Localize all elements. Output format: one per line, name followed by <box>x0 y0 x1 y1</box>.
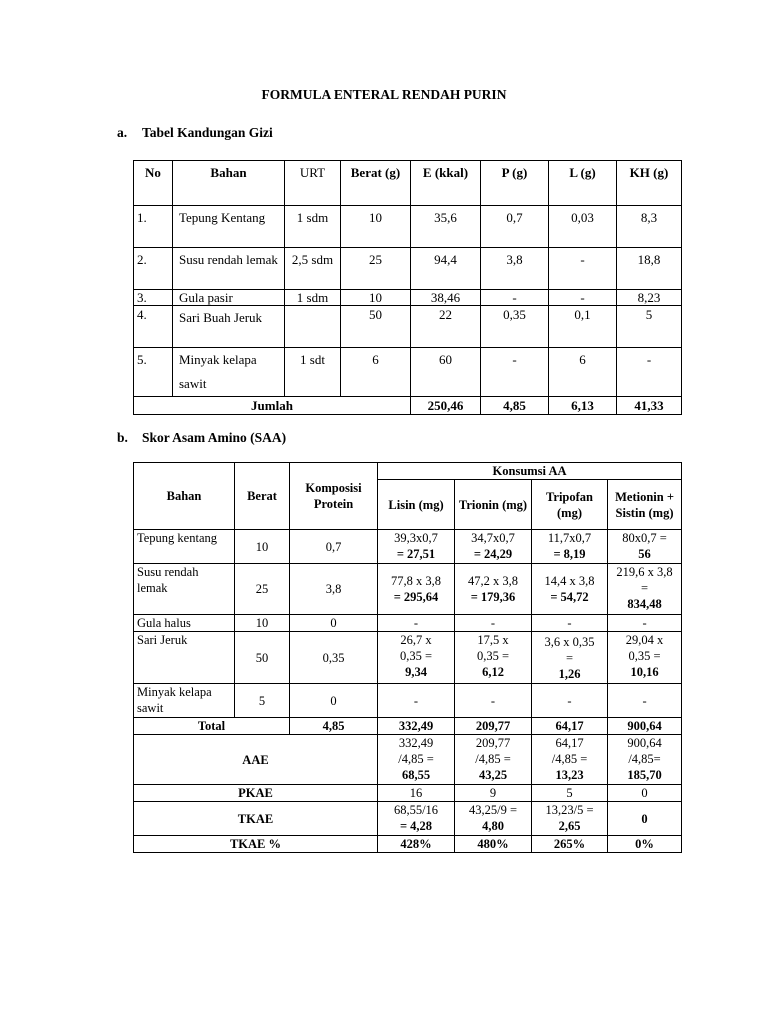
total-cell: 4,85 <box>290 718 378 735</box>
table-row <box>134 206 682 248</box>
section-b-number: b. <box>117 430 128 445</box>
total-cell: 6,13 <box>549 397 617 415</box>
calc-expression: 39,3x0,7 <box>394 531 438 545</box>
cell: Minyak kelapa sawit <box>173 348 285 397</box>
total-row <box>134 718 682 735</box>
cell: - <box>455 684 532 718</box>
calc-result: = 54,72 <box>550 590 589 604</box>
total-cell: 209,77 <box>455 718 532 735</box>
calc-cell <box>532 735 608 785</box>
cell: Minyak kelapa sawit <box>134 684 235 718</box>
calc-result: 9,34 <box>405 665 427 679</box>
calc-result: 834,48 <box>627 597 662 611</box>
calc-cell <box>378 530 455 564</box>
pkae-row <box>134 785 682 802</box>
aae-label: AAE <box>134 735 378 785</box>
aae-row <box>134 735 682 785</box>
calc-cell <box>455 735 532 785</box>
calc-cell <box>608 735 682 785</box>
cell: 0 <box>290 684 378 718</box>
cell: Sari Buah Jeruk <box>173 306 285 348</box>
cell: 0,35 <box>481 306 549 348</box>
cell: Sari Jeruk <box>134 632 235 684</box>
cell: 1 sdm <box>285 290 341 306</box>
cell: - <box>549 290 617 306</box>
section-a-heading <box>117 125 273 141</box>
calc-expression: 64,17 /4,85 = <box>551 736 588 766</box>
cell: 60 <box>411 348 481 397</box>
section-a-number: a. <box>117 125 128 140</box>
calc-result: 68,55 <box>401 768 431 782</box>
calc-result: = 179,36 <box>470 590 516 604</box>
calc-cell <box>455 564 532 615</box>
cell: 1. <box>134 206 173 248</box>
header-cell: Trionin (mg) <box>455 480 532 530</box>
nutrition-header-row <box>134 161 682 206</box>
calc-result: 0 <box>608 802 682 836</box>
tkae-row <box>134 802 682 836</box>
calc-cell <box>532 632 608 684</box>
calc-result: 13,23 <box>555 768 584 782</box>
cell: 2. <box>134 248 173 290</box>
calc-result: 6,12 <box>482 665 504 679</box>
header-cell: URT <box>285 161 341 206</box>
header-cell: Metionin + Sistin (mg) <box>608 480 682 530</box>
calc-cell <box>378 632 455 684</box>
header-cell: E (kkal) <box>411 161 481 206</box>
nutrition-table <box>133 160 682 415</box>
cell: - <box>617 348 682 397</box>
group-header-cell: Konsumsi AA <box>378 463 682 480</box>
cell: 50 <box>341 306 411 348</box>
total-cell: 332,49 <box>378 718 455 735</box>
total-cell: 900,64 <box>608 718 682 735</box>
cell: 265% <box>532 836 608 853</box>
header-cell: Bahan <box>173 161 285 206</box>
cell: 0 <box>290 615 378 632</box>
header-cell: KH (g) <box>617 161 682 206</box>
calc-cell <box>608 530 682 564</box>
cell: 10 <box>341 206 411 248</box>
cell: 6 <box>549 348 617 397</box>
cell: - <box>608 615 682 632</box>
tkae-percent-label: TKAE % <box>134 836 378 853</box>
cell: - <box>481 348 549 397</box>
total-cell: 64,17 <box>532 718 608 735</box>
header-cell: No <box>134 161 173 206</box>
cell: 3,8 <box>481 248 549 290</box>
cell: 480% <box>455 836 532 853</box>
calc-expression: 11,7x0,7 <box>547 531 592 545</box>
table-row <box>134 684 682 718</box>
cell: Gula halus <box>134 615 235 632</box>
cell: 0,7 <box>290 530 378 564</box>
cell: 1 sdm <box>285 206 341 248</box>
calc-cell <box>455 530 532 564</box>
cell: - <box>549 248 617 290</box>
cell: 10 <box>235 530 290 564</box>
cell: - <box>481 290 549 306</box>
table-row <box>134 290 682 306</box>
calc-result: = 27,51 <box>396 547 436 561</box>
section-a-label: Tabel Kandungan Gizi <box>142 125 273 140</box>
calc-expression: 17,5 x 0,35 = <box>476 633 510 663</box>
cell: 3. <box>134 290 173 306</box>
cell: 428% <box>378 836 455 853</box>
calc-expression: 68,55/16 <box>393 803 439 817</box>
cell: 8,23 <box>617 290 682 306</box>
cell: Susu rendah lemak <box>173 248 285 290</box>
calc-result: 4,80 <box>482 819 504 833</box>
cell: - <box>532 684 608 718</box>
group-header-row <box>134 463 682 480</box>
calc-result: 185,70 <box>627 768 662 782</box>
total-cell: 250,46 <box>411 397 481 415</box>
calc-expression: 29,04 x 0,35 = <box>625 633 664 663</box>
cell: 10 <box>341 290 411 306</box>
cell: 1 sdt <box>285 348 341 397</box>
calc-result: 2,65 <box>558 819 581 833</box>
table-row <box>134 615 682 632</box>
cell: 0% <box>608 836 682 853</box>
cell: 9 <box>455 785 532 802</box>
calc-expression: 13,23/5 = <box>545 803 594 817</box>
calc-expression: 900,64 /4,85= <box>627 736 662 766</box>
table-row <box>134 632 682 684</box>
table-row <box>134 348 682 397</box>
calc-cell <box>378 802 455 836</box>
header-cell: Tripofan (mg) <box>532 480 608 530</box>
cell: 8,3 <box>617 206 682 248</box>
calc-result: = 295,64 <box>393 590 439 604</box>
calc-expression: 332,49 /4,85 = <box>398 736 434 766</box>
header-cell: Komposisi Protein <box>290 463 378 530</box>
cell: 5 <box>532 785 608 802</box>
calc-result: 1,26 <box>558 666 581 681</box>
cell: - <box>378 615 455 632</box>
cell: 2,5 sdm <box>285 248 341 290</box>
section-b-label: Skor Asam Amino (SAA) <box>142 430 287 445</box>
calc-cell <box>532 802 608 836</box>
total-label: Jumlah <box>134 397 411 415</box>
header-cell: P (g) <box>481 161 549 206</box>
calc-expression: 77,8 x 3,8 <box>391 574 441 588</box>
cell: 5 <box>235 684 290 718</box>
total-row <box>134 397 682 415</box>
calc-cell <box>378 735 455 785</box>
calc-result: = 4,28 <box>399 819 433 833</box>
cell: 3,8 <box>290 564 378 615</box>
total-cell: 4,85 <box>481 397 549 415</box>
calc-result: = 8,19 <box>553 547 586 561</box>
cell: 94,4 <box>411 248 481 290</box>
cell: 22 <box>411 306 481 348</box>
calc-cell <box>455 802 532 836</box>
calc-cell <box>455 632 532 684</box>
document-title: FORMULA ENTERAL RENDAH PURIN <box>261 87 507 102</box>
cell: 35,6 <box>411 206 481 248</box>
calc-result: 10,16 <box>630 665 659 679</box>
calc-expression: 80x0,7 = <box>622 531 667 545</box>
header-cell: L (g) <box>549 161 617 206</box>
pkae-label: PKAE <box>134 785 378 802</box>
cell: - <box>608 684 682 718</box>
calc-expression: 209,77 /4,85 = <box>475 736 511 766</box>
cell: 4. <box>134 306 173 348</box>
table-row <box>134 306 682 348</box>
cell: 50 <box>235 632 290 684</box>
cell: 5. <box>134 348 173 397</box>
calc-expression: 43,25/9 = <box>468 803 518 817</box>
header-cell: Berat <box>235 463 290 530</box>
calc-cell <box>608 564 682 615</box>
cell: 25 <box>235 564 290 615</box>
calc-result: = 24,29 <box>473 547 513 561</box>
calc-expression: 3,6 x 0,35 = <box>544 634 595 665</box>
cell: 16 <box>378 785 455 802</box>
calc-cell <box>378 564 455 615</box>
cell: - <box>455 615 532 632</box>
cell: 5 <box>617 306 682 348</box>
calc-cell <box>532 530 608 564</box>
calc-result: 43,25 <box>478 768 508 782</box>
table-row <box>134 564 682 615</box>
header-cell: Bahan <box>134 463 235 530</box>
cell: 6 <box>341 348 411 397</box>
calc-cell <box>532 564 608 615</box>
cell: 0,7 <box>481 206 549 248</box>
cell: Gula pasir <box>173 290 285 306</box>
cell: 0,1 <box>549 306 617 348</box>
cell: - <box>532 615 608 632</box>
cell: 0,35 <box>290 632 378 684</box>
calc-expression: 34,7x0,7 <box>471 531 515 545</box>
calc-expression: 47,2 x 3,8 <box>468 574 518 588</box>
table-row <box>134 248 682 290</box>
total-label: Total <box>134 718 290 735</box>
calc-expression: 219,6 x 3,8 = <box>616 565 673 595</box>
cell: 10 <box>235 615 290 632</box>
calc-result: 56 <box>638 547 651 561</box>
cell: 0,03 <box>549 206 617 248</box>
cell: 38,46 <box>411 290 481 306</box>
cell: 25 <box>341 248 411 290</box>
total-cell: 41,33 <box>617 397 682 415</box>
calc-expression: 26,7 x 0,35 = <box>399 633 433 663</box>
cell: 0 <box>608 785 682 802</box>
header-cell: Lisin (mg) <box>378 480 455 530</box>
calc-cell <box>608 632 682 684</box>
cell: Tepung kentang <box>134 530 235 564</box>
tkae-percent-row <box>134 836 682 853</box>
header-cell: Berat (g) <box>341 161 411 206</box>
cell: 18,8 <box>617 248 682 290</box>
table-row <box>134 530 682 564</box>
cell: Tepung Kentang <box>173 206 285 248</box>
cell: - <box>378 684 455 718</box>
cell <box>285 306 341 348</box>
section-b-heading <box>117 430 286 446</box>
cell: Susu rendah lemak <box>134 564 235 615</box>
calc-expression: 14,4 x 3,8 <box>544 574 595 588</box>
amino-acid-score-table <box>133 462 682 853</box>
tkae-label: TKAE <box>134 802 378 836</box>
